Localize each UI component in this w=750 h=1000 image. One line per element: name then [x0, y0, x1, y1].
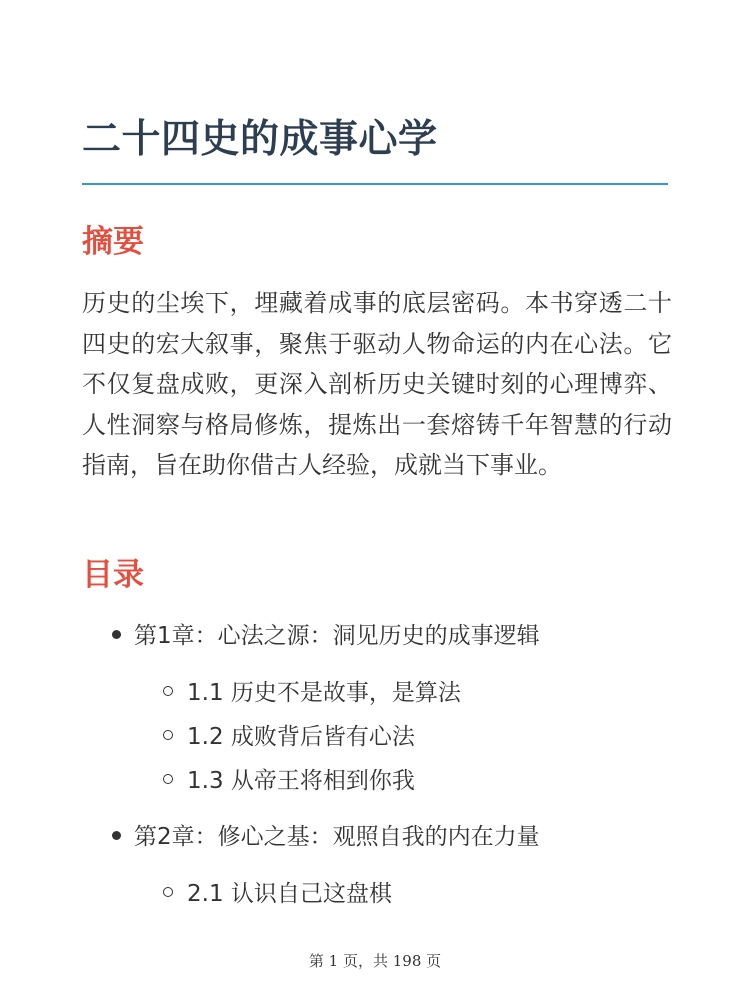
- footer-suffix: 页: [426, 952, 442, 970]
- toc-heading: 目录: [82, 557, 144, 593]
- bullet-icon: [112, 630, 121, 639]
- toc-chapter-1: [112, 619, 540, 653]
- footer-page-number: 1: [328, 952, 339, 970]
- footer-total-pages: 198: [392, 952, 422, 970]
- footer-middle: 页，共: [342, 952, 388, 970]
- circle-bullet-icon: [163, 774, 173, 784]
- toc-chapter-label: 第2章：修心之基：观照自我的内在力量: [134, 824, 540, 850]
- toc-chapter-2: [112, 820, 540, 854]
- page-footer: [0, 950, 750, 972]
- bullet-icon: [112, 831, 121, 840]
- toc-section-label: 1.2 成败背后皆有心法: [187, 724, 415, 750]
- toc-section-label: 1.3 从帝王将相到你我: [187, 768, 415, 794]
- circle-bullet-icon: [163, 730, 173, 740]
- footer-prefix: 第: [308, 952, 324, 970]
- document-title: 二十四史的成事心学: [82, 117, 438, 162]
- toc-section-1-1: [163, 676, 461, 710]
- toc-section-1-2: [163, 720, 415, 754]
- circle-bullet-icon: [163, 686, 173, 696]
- toc-section-1-3: [163, 764, 415, 798]
- title-divider: [82, 183, 668, 185]
- toc-section-2-1: [163, 877, 392, 911]
- toc-section-label: 2.1 认识自己这盘棋: [187, 881, 392, 907]
- toc-chapter-label: 第1章：心法之源：洞见历史的成事逻辑: [134, 623, 540, 649]
- circle-bullet-icon: [163, 887, 173, 897]
- abstract-heading: 摘要: [82, 224, 144, 260]
- toc-section-label: 1.1 历史不是故事，是算法: [187, 680, 461, 706]
- abstract-paragraph: 历史的尘埃下，埋藏着成事的底层密码。本书穿透二十四史的宏大叙事，聚焦于驱动人物命运的内在心法。它不仅复盘成败，更深入剖析历史关键时刻的心理博弈、人性洞察与格局修炼，提炼出一套熔铸千年智慧的行动指南，旨在助你借古人经验，成就当下事业。: [82, 289, 672, 479]
